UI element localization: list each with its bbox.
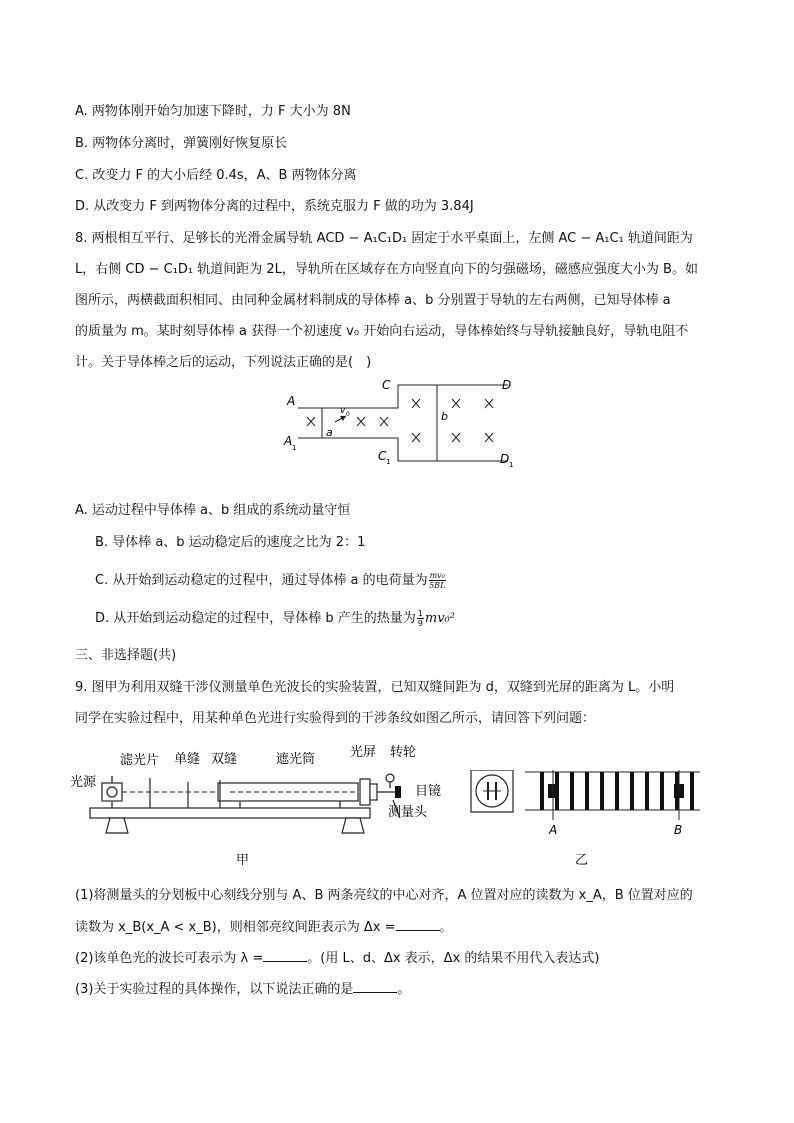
q9-part2-tail: 。(用 L、d、Δx 表示，Δx 的结果不用代入表达式) bbox=[307, 951, 600, 966]
q9-stem-line2: 同学在实验过程中，用某种单色光进行实验得到的干涉条纹如图乙所示，请回答下列问题： bbox=[75, 711, 596, 726]
q7-option-c: C. 改变力 F 的大小后经 0.4s，A、B 两物体分离 bbox=[75, 168, 357, 183]
frac-num: mv₀ bbox=[429, 571, 445, 580]
q8-stem-line5: 计。关于导体棒之后的运动，下列说法正确的是( ) bbox=[75, 355, 372, 370]
q8-option-d-text: D. 从开始到运动稳定的过程中，导体棒 b 产生的热量为 bbox=[95, 611, 416, 626]
label-D: D bbox=[502, 378, 512, 392]
label-light-source: 光源 bbox=[70, 775, 97, 790]
label-C1: C bbox=[378, 449, 387, 463]
q8-stem-line2: L，右侧 CD − C₁D₁ 轨道间距为 2L，导轨所在区域存在方向竖直向下的匀强磁场，磁感应强度大小为 B。如 bbox=[75, 262, 698, 277]
frac-den: 5BL bbox=[429, 581, 446, 590]
section-heading: 三、非选择题(共) bbox=[75, 648, 177, 663]
label-eyepiece: 目镜 bbox=[415, 784, 442, 799]
answer-blank[interactable] bbox=[263, 948, 307, 962]
q8-option-b: B. 导体棒 a、b 运动稳定后的速度之比为 2：1 bbox=[95, 535, 366, 550]
q9-part3-tail: 。 bbox=[397, 982, 411, 997]
q9-part2 bbox=[75, 948, 599, 969]
label-single-slit: 单缝 bbox=[174, 752, 201, 767]
answer-blank[interactable] bbox=[396, 917, 440, 931]
label-v0-sub: 0 bbox=[346, 411, 350, 418]
q8-option-d bbox=[95, 609, 455, 629]
label-wheel: 转轮 bbox=[390, 745, 417, 760]
q9-part3 bbox=[75, 979, 410, 1000]
label-A1-sub: 1 bbox=[292, 444, 297, 452]
q8-stem-line3: 图所示，两横截面积相同、由同种金属材料制成的导体棒 a、b 分别置于导轨的左右两侧，已知导体棒 a bbox=[75, 293, 671, 308]
label-filter: 滤光片 bbox=[120, 753, 160, 768]
figure-yi-fringes bbox=[462, 770, 712, 874]
label-screen: 光屏 bbox=[350, 745, 377, 760]
label-A: A bbox=[287, 394, 296, 408]
label-D1-sub: 1 bbox=[509, 461, 514, 469]
q8-option-a: A. 运动过程中导体棒 a、b 组成的系统动量守恒 bbox=[75, 503, 351, 518]
label-C: C bbox=[382, 378, 391, 392]
q8-option-c-fraction bbox=[429, 571, 446, 590]
q7-option-b: B. 两物体分离时，弹簧刚好恢复原长 bbox=[75, 136, 288, 151]
q7-option-d: D. 从改变力 F 到两物体分离的过程中，系统克服力 F 做的功为 3.84J bbox=[75, 199, 474, 214]
label-A1: A bbox=[284, 434, 293, 448]
q9-part1-line2 bbox=[75, 917, 453, 938]
label-v0: v bbox=[340, 406, 346, 416]
q8-option-d-fraction bbox=[417, 609, 424, 628]
q9-part1-text: 读数为 x_B(x_A < x_B)，则相邻亮纹间距表示为 Δx = bbox=[75, 920, 396, 935]
q8-stem-line1: 8. 两根相互平行、足够长的光滑金属导轨 ACD − A₁C₁D₁ 固定于水平桌面上，左侧 AC − A₁C₁ 轨道间距为 bbox=[75, 231, 693, 246]
q9-part3-text: (3)关于实验过程的具体操作，以下说法正确的是 bbox=[75, 982, 354, 997]
frac-den: 9 bbox=[417, 619, 423, 628]
q8-option-d-tail: mv₀² bbox=[424, 611, 455, 626]
q9-part1-line1: (1)将测量头的分划板中心刻线分别与 A、B 两条亮纹的中心对齐，A 位置对应的读数为 x_A，B 位置对应的 bbox=[75, 888, 693, 903]
q9-part2-text: (2)该单色光的波长可表示为 λ = bbox=[75, 951, 264, 966]
label-yi: 乙 bbox=[575, 853, 589, 868]
label-A: A bbox=[549, 823, 558, 837]
label-jia: 甲 bbox=[236, 853, 250, 868]
frac-num: 1 bbox=[417, 609, 423, 618]
q7-option-a: A. 两物体刚开始匀加速下降时，力 F 大小为 8N bbox=[75, 104, 351, 119]
label-B: B bbox=[674, 823, 683, 837]
label-measure-head: 测量头 bbox=[388, 805, 428, 820]
q9-stem-line1: 9. 图甲为利用双缝干涉仪测量单色光波长的实验装置，已知双缝间距为 d，双缝到光屏的距离为 L。小明 bbox=[75, 680, 675, 695]
label-double-slit: 双缝 bbox=[211, 752, 238, 767]
label-rod-a: a bbox=[326, 426, 333, 439]
q9-part1-tail: 。 bbox=[439, 920, 453, 935]
q8-option-c bbox=[95, 571, 447, 591]
q8-option-c-text: C. 从开始到运动稳定的过程中，通过导体棒 a 的电荷量为 bbox=[95, 573, 428, 588]
label-tube: 遮光筒 bbox=[276, 752, 316, 767]
q8-rail-diagram bbox=[280, 375, 520, 471]
label-C1-sub: 1 bbox=[386, 458, 391, 466]
figure-jia-apparatus bbox=[70, 738, 450, 873]
label-rod-b: b bbox=[441, 410, 448, 423]
label-D1: D bbox=[500, 452, 510, 466]
answer-blank[interactable] bbox=[353, 979, 397, 993]
q8-stem-line4: 的质量为 m。某时刻导体棒 a 获得一个初速度 v₀ 开始向右运动，导体棒始终与导轨接触良好，导轨电阻不 bbox=[75, 324, 689, 339]
